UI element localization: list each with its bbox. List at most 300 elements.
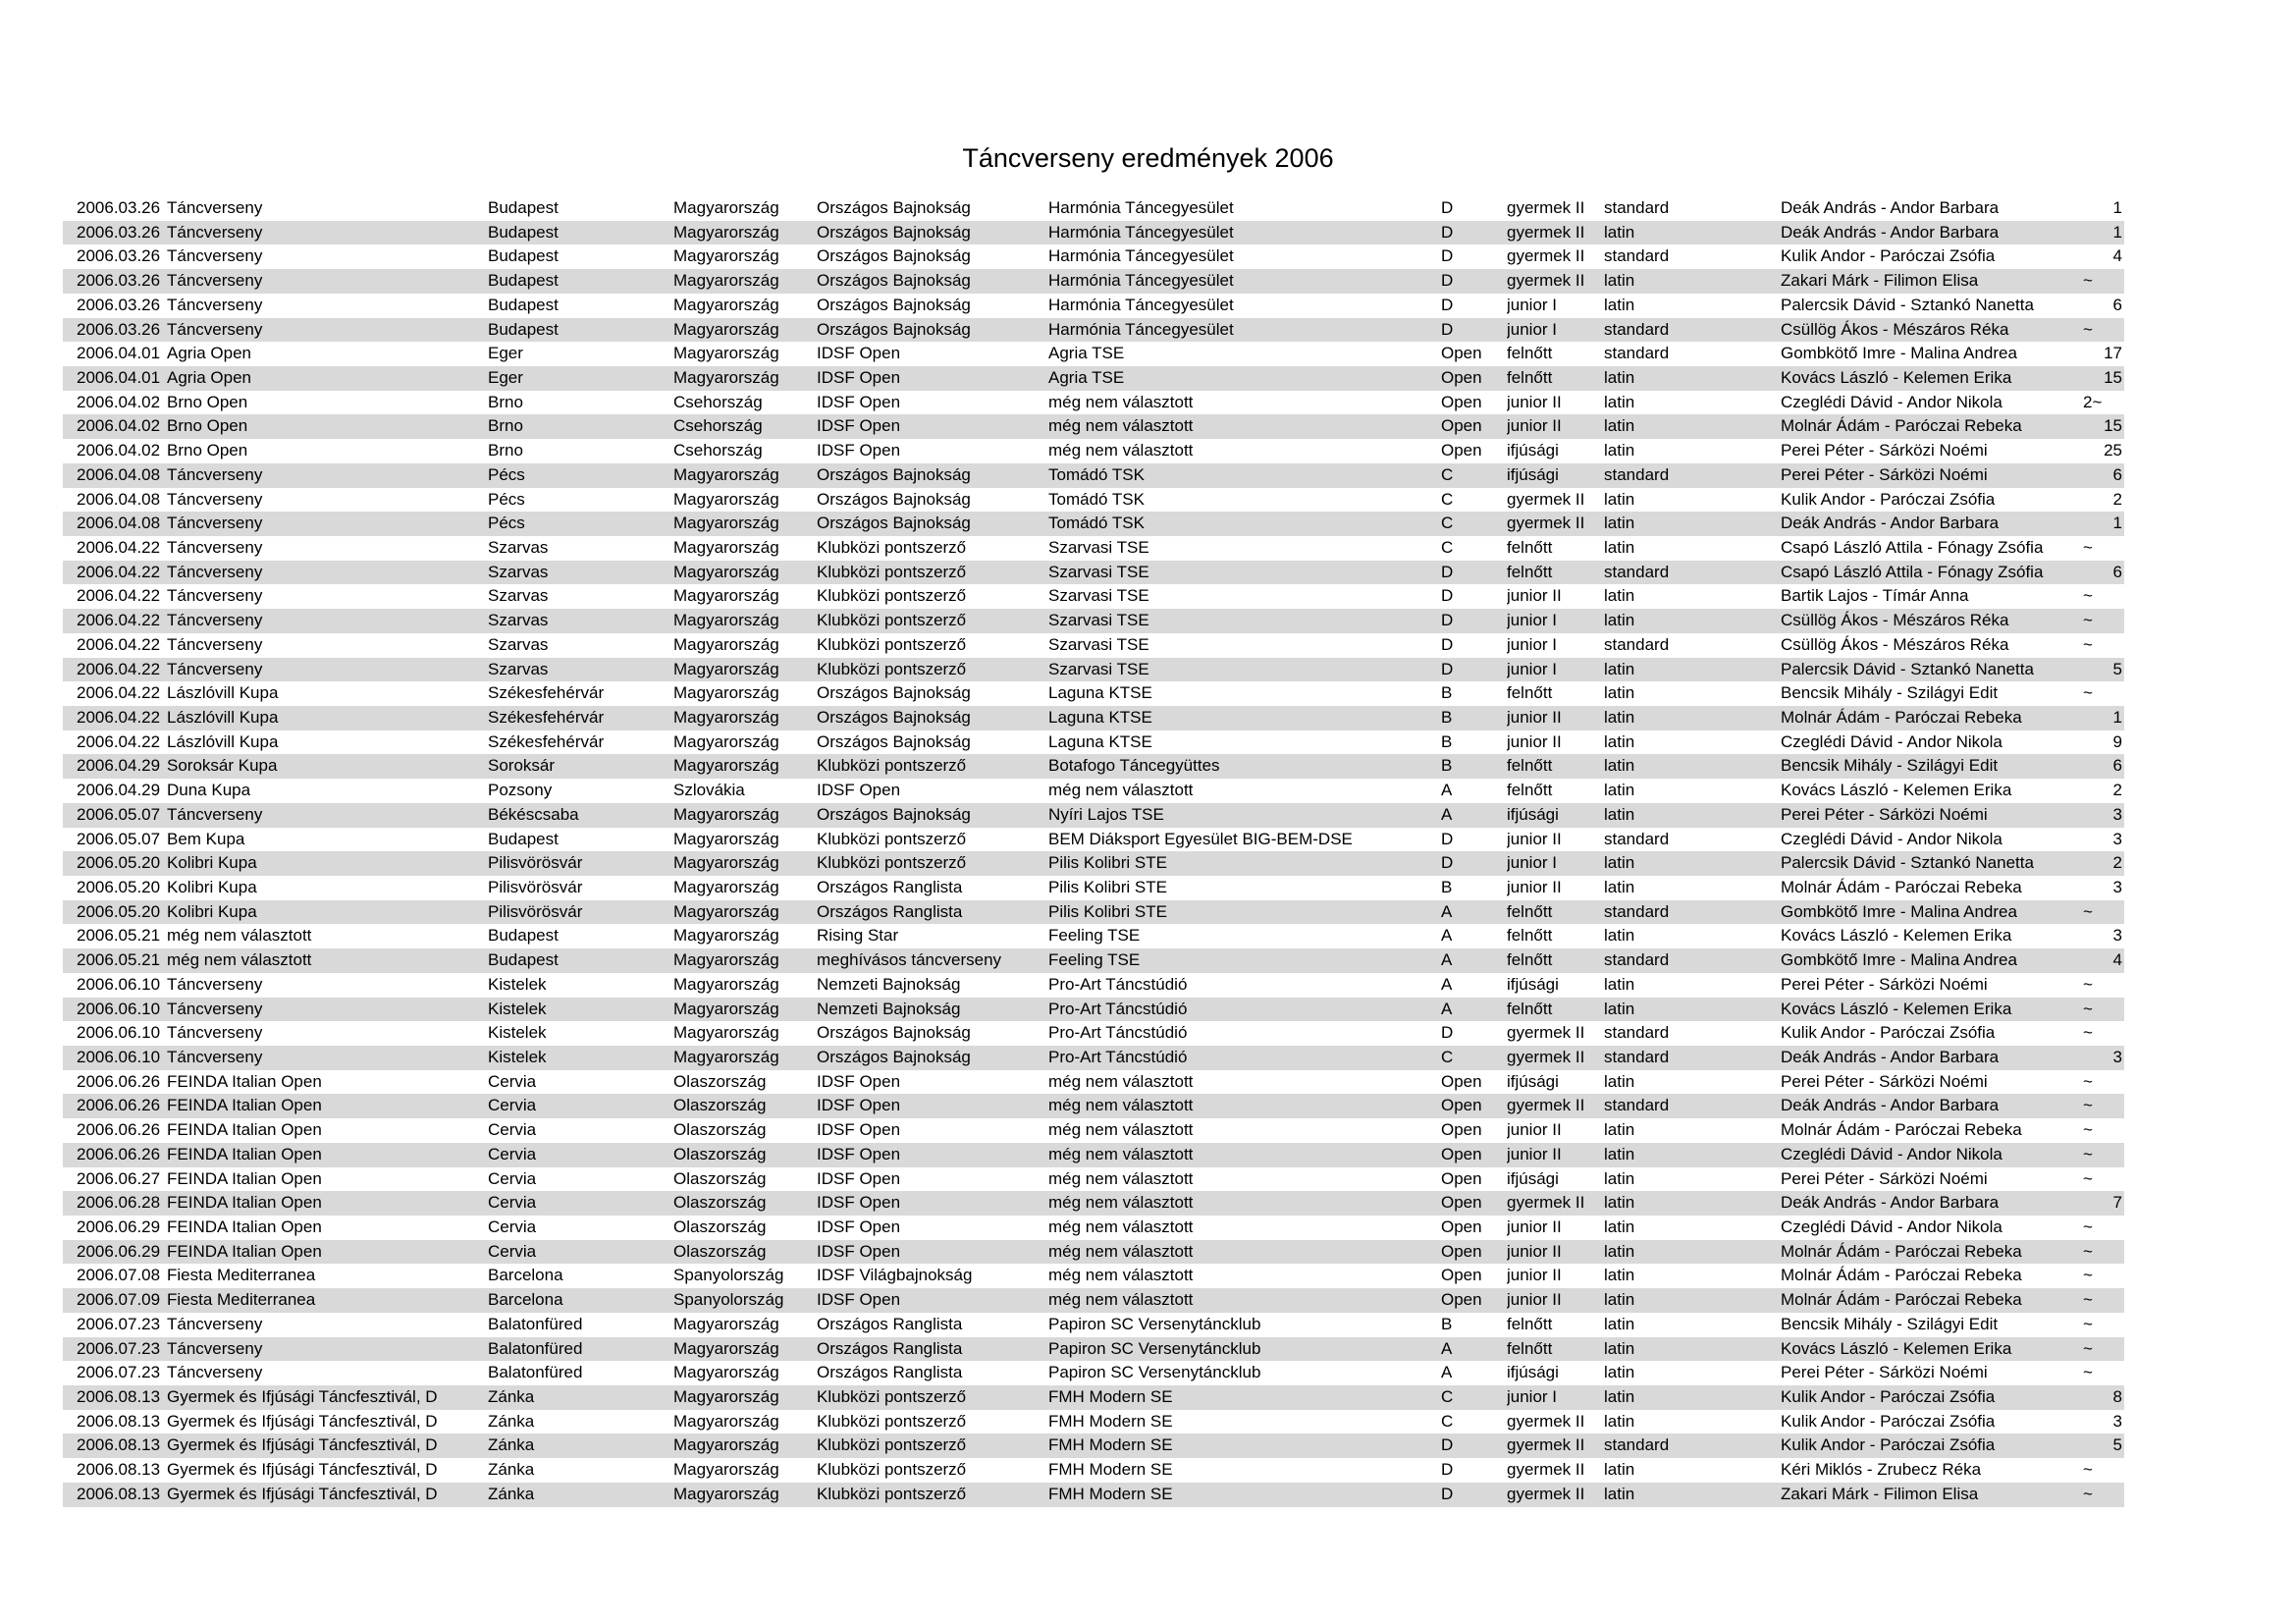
cell-country: Olaszország	[673, 1168, 767, 1188]
cell-couple: Perei Péter - Sárközi Noémi	[1781, 974, 1988, 994]
table-row	[63, 244, 2124, 269]
cell-name: Táncverseny	[167, 538, 263, 557]
cell-couple: Deák András - Andor Barbara	[1781, 222, 2000, 242]
cell-age: felnőtt	[1507, 344, 1553, 363]
cell-age: felnőtt	[1507, 1314, 1553, 1333]
cell-cls: Open	[1441, 1168, 1482, 1188]
cell-age: junior II	[1507, 829, 1562, 848]
cell-city: Eger	[488, 344, 523, 363]
cell-date: 2006.04.29	[77, 781, 161, 800]
cell-org: Feeling TSE	[1048, 926, 1141, 946]
cell-city: Cervia	[488, 1120, 537, 1140]
cell-age: gyermek II	[1507, 1193, 1585, 1213]
cell-org: Agria TSE	[1048, 344, 1125, 363]
cell-style: latin	[1604, 538, 1635, 557]
cell-age: ifjúsági	[1507, 464, 1559, 484]
cell-type: Országos Bajnokság	[817, 514, 971, 533]
cell-couple: Perei Péter - Sárközi Noémi	[1781, 804, 1988, 824]
table-row	[63, 1458, 2124, 1483]
cell-result: 6	[2112, 562, 2122, 581]
table-row	[63, 998, 2124, 1022]
cell-country: Magyarország	[673, 708, 779, 727]
cell-type: Országos Bajnokság	[817, 464, 971, 484]
cell-city: Pilisvörösvár	[488, 901, 583, 921]
cell-name: Lászlóvill Kupa	[167, 683, 279, 703]
cell-result: ~	[2083, 1363, 2093, 1382]
cell-org: Harmónia Táncegyesület	[1048, 271, 1234, 291]
cell-style: standard	[1604, 829, 1670, 848]
cell-couple: Deák András - Andor Barbara	[1781, 514, 2000, 533]
cell-cls: A	[1441, 974, 1453, 994]
cell-couple: Kovács László - Kelemen Erika	[1781, 1338, 2012, 1358]
cell-age: gyermek II	[1507, 1484, 1585, 1503]
cell-date: 2006.06.10	[77, 1048, 161, 1067]
cell-name: Táncverseny	[167, 611, 263, 630]
cell-org: FMH Modern SE	[1048, 1484, 1173, 1503]
cell-type: Országos Bajnokság	[817, 246, 971, 266]
cell-country: Olaszország	[673, 1193, 767, 1213]
cell-country: Magyarország	[673, 538, 779, 557]
cell-age: gyermek II	[1507, 514, 1585, 533]
cell-result: 15	[2104, 368, 2122, 387]
cell-type: IDSF Open	[817, 344, 901, 363]
cell-style: latin	[1604, 1338, 1635, 1358]
cell-name: Fiesta Mediterranea	[167, 1266, 316, 1285]
table-row	[63, 1094, 2124, 1118]
cell-org: Papiron SC Versenytáncklub	[1048, 1363, 1261, 1382]
cell-org: Laguna KTSE	[1048, 708, 1152, 727]
cell-age: gyermek II	[1507, 222, 1585, 242]
cell-result: 7	[2112, 1193, 2122, 1213]
cell-org: még nem választott	[1048, 441, 1194, 460]
cell-result: ~	[2083, 611, 2093, 630]
cell-type: IDSF Világbajnokság	[817, 1266, 973, 1285]
cell-date: 2006.04.08	[77, 464, 161, 484]
cell-name: Táncverseny	[167, 246, 263, 266]
table-row	[63, 900, 2124, 925]
table-row	[63, 948, 2124, 973]
table-row	[63, 828, 2124, 852]
cell-org: Harmónia Táncegyesület	[1048, 198, 1234, 217]
cell-type: IDSF Open	[817, 1096, 901, 1115]
cell-date: 2006.05.21	[77, 926, 161, 946]
cell-org: Pilis Kolibri STE	[1048, 901, 1167, 921]
cell-type: Klubközi pontszerző	[817, 1460, 967, 1480]
cell-style: latin	[1604, 1314, 1635, 1333]
table-row	[63, 851, 2124, 876]
cell-couple: Zakari Márk - Filimon Elisa	[1781, 271, 1979, 291]
cell-name: Táncverseny	[167, 1023, 263, 1043]
cell-org: Pro-Art Táncstúdió	[1048, 974, 1188, 994]
cell-org: még nem választott	[1048, 1096, 1194, 1115]
cell-date: 2006.06.29	[77, 1217, 161, 1237]
cell-age: ifjúsági	[1507, 974, 1559, 994]
table-row	[63, 1191, 2124, 1216]
cell-age: junior II	[1507, 1241, 1562, 1261]
cell-type: Országos Bajnokság	[817, 319, 971, 339]
table-row	[63, 706, 2124, 730]
table-row	[63, 318, 2124, 343]
cell-result: 2	[2112, 853, 2122, 873]
cell-type: Klubközi pontszerző	[817, 562, 967, 581]
cell-age: gyermek II	[1507, 1460, 1585, 1480]
cell-name: Táncverseny	[167, 295, 263, 314]
cell-type: Klubközi pontszerző	[817, 611, 967, 630]
cell-org: még nem választott	[1048, 1266, 1194, 1285]
cell-name: Fiesta Mediterranea	[167, 1290, 316, 1310]
cell-couple: Czeglédi Dávid - Andor Nikola	[1781, 1144, 2002, 1163]
cell-date: 2006.08.13	[77, 1435, 161, 1455]
cell-org: Botafogo Táncegyüttes	[1048, 756, 1220, 776]
cell-cls: A	[1441, 1363, 1453, 1382]
cell-name: Táncverseny	[167, 586, 263, 606]
cell-org: Pilis Kolibri STE	[1048, 853, 1167, 873]
cell-cls: D	[1441, 295, 1454, 314]
cell-age: junior I	[1507, 1387, 1558, 1407]
cell-style: latin	[1604, 1411, 1635, 1431]
cell-country: Magyarország	[673, 1023, 779, 1043]
cell-couple: Kovács László - Kelemen Erika	[1781, 999, 2012, 1018]
cell-org: Pro-Art Táncstúdió	[1048, 1023, 1188, 1043]
table-row	[63, 633, 2124, 658]
cell-date: 2006.05.21	[77, 950, 161, 970]
cell-country: Magyarország	[673, 1338, 779, 1358]
cell-style: latin	[1604, 1071, 1635, 1091]
cell-city: Zánka	[488, 1460, 535, 1480]
cell-result: ~	[2083, 538, 2093, 557]
cell-type: IDSF Open	[817, 416, 901, 436]
cell-country: Magyarország	[673, 659, 779, 678]
cell-age: gyermek II	[1507, 1048, 1585, 1067]
cell-age: felnőtt	[1507, 901, 1553, 921]
cell-city: Budapest	[488, 222, 559, 242]
cell-country: Magyarország	[673, 319, 779, 339]
cell-city: Zánka	[488, 1484, 535, 1503]
cell-type: IDSF Open	[817, 441, 901, 460]
cell-cls: C	[1441, 1048, 1454, 1067]
cell-type: Országos Bajnokság	[817, 271, 971, 291]
cell-org: FMH Modern SE	[1048, 1387, 1173, 1407]
cell-date: 2006.03.26	[77, 222, 161, 242]
cell-result: ~	[2083, 1096, 2093, 1115]
cell-date: 2006.04.22	[77, 562, 161, 581]
cell-city: Kistelek	[488, 1048, 547, 1067]
cell-style: latin	[1604, 853, 1635, 873]
cell-name: Táncverseny	[167, 1338, 263, 1358]
cell-couple: Kovács László - Kelemen Erika	[1781, 781, 2012, 800]
table-row	[63, 391, 2124, 415]
cell-result: 8	[2112, 1387, 2122, 1407]
cell-result: ~	[2083, 1241, 2093, 1261]
cell-country: Magyarország	[673, 246, 779, 266]
cell-org: Laguna KTSE	[1048, 683, 1152, 703]
cell-city: Brno	[488, 441, 523, 460]
cell-cls: C	[1441, 538, 1454, 557]
cell-result: 5	[2112, 1435, 2122, 1455]
cell-date: 2006.04.22	[77, 708, 161, 727]
cell-date: 2006.06.28	[77, 1193, 161, 1213]
cell-style: latin	[1604, 878, 1635, 897]
cell-type: Országos Ranglista	[817, 1363, 963, 1382]
cell-country: Magyarország	[673, 368, 779, 387]
cell-name: Gyermek és Ifjúsági Táncfesztivál, D	[167, 1387, 438, 1407]
cell-style: latin	[1604, 1120, 1635, 1140]
cell-couple: Gombkötő Imre - Malina Andrea	[1781, 901, 2017, 921]
cell-name: Táncverseny	[167, 974, 263, 994]
cell-name: még nem választott	[167, 950, 312, 970]
cell-couple: Csüllög Ákos - Mészáros Réka	[1781, 319, 2009, 339]
cell-city: Pécs	[488, 464, 525, 484]
cell-result: ~	[2083, 1266, 2093, 1285]
cell-cls: Open	[1441, 344, 1482, 363]
cell-type: Országos Bajnokság	[817, 708, 971, 727]
cell-result: 2	[2112, 489, 2122, 509]
cell-org: még nem választott	[1048, 1168, 1194, 1188]
table-row	[63, 924, 2124, 948]
cell-result: 5	[2112, 659, 2122, 678]
cell-age: gyermek II	[1507, 489, 1585, 509]
cell-couple: Kulik Andor - Paróczai Zsófia	[1781, 489, 1996, 509]
cell-age: junior I	[1507, 295, 1558, 314]
cell-result: 3	[2112, 878, 2122, 897]
cell-couple: Perei Péter - Sárközi Noémi	[1781, 464, 1988, 484]
table-row	[63, 973, 2124, 998]
cell-result: 25	[2104, 441, 2122, 460]
cell-result: ~	[2083, 1484, 2093, 1503]
cell-type: Nemzeti Bajnokság	[817, 974, 961, 994]
cell-country: Spanyolország	[673, 1290, 784, 1310]
cell-name: Gyermek és Ifjúsági Táncfesztivál, D	[167, 1484, 438, 1503]
cell-org: Feeling TSE	[1048, 950, 1141, 970]
cell-name: Táncverseny	[167, 804, 263, 824]
cell-style: latin	[1604, 1144, 1635, 1163]
cell-org: Laguna KTSE	[1048, 731, 1152, 751]
table-row	[63, 414, 2124, 439]
cell-couple: Molnár Ádám - Paróczai Rebeka	[1781, 1266, 2022, 1285]
table-row	[63, 463, 2124, 488]
cell-style: standard	[1604, 634, 1670, 654]
cell-name: FEINDA Italian Open	[167, 1193, 322, 1213]
cell-city: Budapest	[488, 319, 559, 339]
table-row	[63, 803, 2124, 828]
table-row	[63, 1434, 2124, 1458]
cell-date: 2006.03.26	[77, 319, 161, 339]
cell-age: junior I	[1507, 634, 1558, 654]
cell-cls: D	[1441, 198, 1454, 217]
cell-city: Kistelek	[488, 999, 547, 1018]
cell-city: Székesfehérvár	[488, 683, 605, 703]
cell-org: még nem választott	[1048, 1071, 1194, 1091]
cell-type: IDSF Open	[817, 392, 901, 411]
cell-country: Szlovákia	[673, 781, 745, 800]
table-row	[63, 754, 2124, 779]
cell-date: 2006.08.13	[77, 1387, 161, 1407]
cell-org: Nyíri Lajos TSE	[1048, 804, 1164, 824]
cell-result: ~	[2083, 1217, 2093, 1237]
cell-couple: Perei Péter - Sárközi Noémi	[1781, 1363, 1988, 1382]
cell-org: Tomádó TSK	[1048, 489, 1145, 509]
cell-date: 2006.04.01	[77, 368, 161, 387]
cell-style: latin	[1604, 1168, 1635, 1188]
cell-country: Magyarország	[673, 464, 779, 484]
cell-style: standard	[1604, 562, 1670, 581]
cell-cls: C	[1441, 1411, 1454, 1431]
cell-cls: C	[1441, 514, 1454, 533]
cell-date: 2006.08.13	[77, 1484, 161, 1503]
table-row	[63, 536, 2124, 561]
cell-style: standard	[1604, 950, 1670, 970]
cell-org: Szarvasi TSE	[1048, 634, 1149, 654]
cell-country: Magyarország	[673, 514, 779, 533]
cell-style: standard	[1604, 1048, 1670, 1067]
cell-couple: Zakari Márk - Filimon Elisa	[1781, 1484, 1979, 1503]
cell-date: 2006.04.22	[77, 538, 161, 557]
cell-result: 1	[2112, 198, 2122, 217]
cell-couple: Perei Péter - Sárközi Noémi	[1781, 441, 1988, 460]
cell-city: Cervia	[488, 1071, 537, 1091]
cell-style: latin	[1604, 271, 1635, 291]
cell-result: ~	[2083, 1023, 2093, 1043]
cell-name: FEINDA Italian Open	[167, 1071, 322, 1091]
cell-age: felnőtt	[1507, 683, 1553, 703]
cell-org: még nem választott	[1048, 1290, 1194, 1310]
cell-style: latin	[1604, 1266, 1635, 1285]
cell-result: 1	[2112, 222, 2122, 242]
cell-cls: A	[1441, 781, 1453, 800]
table-row	[63, 561, 2124, 585]
cell-age: gyermek II	[1507, 1023, 1585, 1043]
table-row	[63, 221, 2124, 245]
cell-style: standard	[1604, 319, 1670, 339]
cell-city: Budapest	[488, 198, 559, 217]
cell-date: 2006.07.23	[77, 1363, 161, 1382]
cell-name: még nem választott	[167, 926, 312, 946]
cell-type: Országos Bajnokság	[817, 489, 971, 509]
cell-cls: A	[1441, 901, 1453, 921]
cell-cls: Open	[1441, 1217, 1482, 1237]
cell-age: felnőtt	[1507, 562, 1553, 581]
cell-date: 2006.03.26	[77, 271, 161, 291]
cell-result: 3	[2112, 804, 2122, 824]
cell-age: junior I	[1507, 659, 1558, 678]
cell-result: ~	[2083, 1071, 2093, 1091]
cell-city: Brno	[488, 416, 523, 436]
cell-type: Országos Bajnokság	[817, 804, 971, 824]
cell-name: Lászlóvill Kupa	[167, 708, 279, 727]
cell-age: felnőtt	[1507, 950, 1553, 970]
cell-name: Kolibri Kupa	[167, 878, 257, 897]
cell-cls: D	[1441, 562, 1454, 581]
cell-result: ~	[2083, 1290, 2093, 1310]
cell-name: FEINDA Italian Open	[167, 1120, 322, 1140]
cell-org: még nem választott	[1048, 392, 1194, 411]
cell-cls: D	[1441, 829, 1454, 848]
cell-style: latin	[1604, 1290, 1635, 1310]
cell-org: Szarvasi TSE	[1048, 611, 1149, 630]
cell-result: 3	[2112, 829, 2122, 848]
cell-country: Magyarország	[673, 731, 779, 751]
cell-cls: A	[1441, 926, 1453, 946]
cell-age: junior I	[1507, 611, 1558, 630]
cell-name: Duna Kupa	[167, 781, 251, 800]
cell-org: Pro-Art Táncstúdió	[1048, 999, 1188, 1018]
cell-name: Táncverseny	[167, 659, 263, 678]
cell-city: Pilisvörösvár	[488, 878, 583, 897]
cell-date: 2006.04.22	[77, 586, 161, 606]
cell-country: Magyarország	[673, 901, 779, 921]
cell-couple: Gombkötő Imre - Malina Andrea	[1781, 344, 2017, 363]
cell-couple: Deák András - Andor Barbara	[1781, 1096, 2000, 1115]
cell-date: 2006.06.10	[77, 974, 161, 994]
cell-age: junior II	[1507, 1144, 1562, 1163]
cell-date: 2006.03.26	[77, 198, 161, 217]
cell-style: latin	[1604, 611, 1635, 630]
cell-result: ~	[2083, 1338, 2093, 1358]
cell-age: ifjúsági	[1507, 1363, 1559, 1382]
cell-country: Magyarország	[673, 950, 779, 970]
cell-result: ~	[2083, 999, 2093, 1018]
cell-name: Táncverseny	[167, 999, 263, 1018]
cell-date: 2006.04.08	[77, 489, 161, 509]
cell-city: Brno	[488, 392, 523, 411]
table-row	[63, 512, 2124, 536]
cell-cls: Open	[1441, 368, 1482, 387]
cell-country: Magyarország	[673, 489, 779, 509]
cell-city: Pilisvörösvár	[488, 853, 583, 873]
cell-age: gyermek II	[1507, 246, 1585, 266]
table-row	[63, 366, 2124, 391]
table-row	[63, 584, 2124, 609]
cell-name: Táncverseny	[167, 634, 263, 654]
cell-cls: B	[1441, 878, 1453, 897]
cell-style: latin	[1604, 683, 1635, 703]
cell-city: Budapest	[488, 926, 559, 946]
cell-country: Magyarország	[673, 295, 779, 314]
cell-couple: Deák András - Andor Barbara	[1781, 1193, 2000, 1213]
cell-age: ifjúsági	[1507, 804, 1559, 824]
cell-city: Cervia	[488, 1096, 537, 1115]
cell-style: latin	[1604, 489, 1635, 509]
cell-cls: B	[1441, 756, 1453, 776]
cell-org: BEM Diáksport Egyesület BIG-BEM-DSE	[1048, 829, 1353, 848]
cell-country: Magyarország	[673, 586, 779, 606]
cell-name: Brno Open	[167, 392, 248, 411]
cell-result: 2~	[2083, 392, 2103, 411]
cell-country: Magyarország	[673, 878, 779, 897]
cell-city: Cervia	[488, 1144, 537, 1163]
cell-name: Lászlóvill Kupa	[167, 731, 279, 751]
cell-country: Magyarország	[673, 1387, 779, 1407]
cell-couple: Kéri Miklós - Zrubecz Réka	[1781, 1460, 1982, 1480]
cell-date: 2006.06.26	[77, 1144, 161, 1163]
cell-type: Klubközi pontszerző	[817, 756, 967, 776]
cell-age: junior II	[1507, 392, 1562, 411]
cell-couple: Molnár Ádám - Paróczai Rebeka	[1781, 1120, 2022, 1140]
table-row	[63, 1046, 2124, 1070]
cell-org: FMH Modern SE	[1048, 1460, 1173, 1480]
cell-couple: Bencsik Mihály - Szilágyi Edit	[1781, 756, 1999, 776]
table-row	[63, 1385, 2124, 1410]
cell-couple: Molnár Ádám - Paróczai Rebeka	[1781, 708, 2022, 727]
cell-type: IDSF Open	[817, 1193, 901, 1213]
cell-date: 2006.08.13	[77, 1411, 161, 1431]
cell-org: FMH Modern SE	[1048, 1411, 1173, 1431]
cell-cls: B	[1441, 683, 1453, 703]
cell-city: Zánka	[488, 1387, 535, 1407]
cell-country: Magyarország	[673, 853, 779, 873]
cell-org: Harmónia Táncegyesület	[1048, 295, 1234, 314]
cell-cls: Open	[1441, 1266, 1482, 1285]
